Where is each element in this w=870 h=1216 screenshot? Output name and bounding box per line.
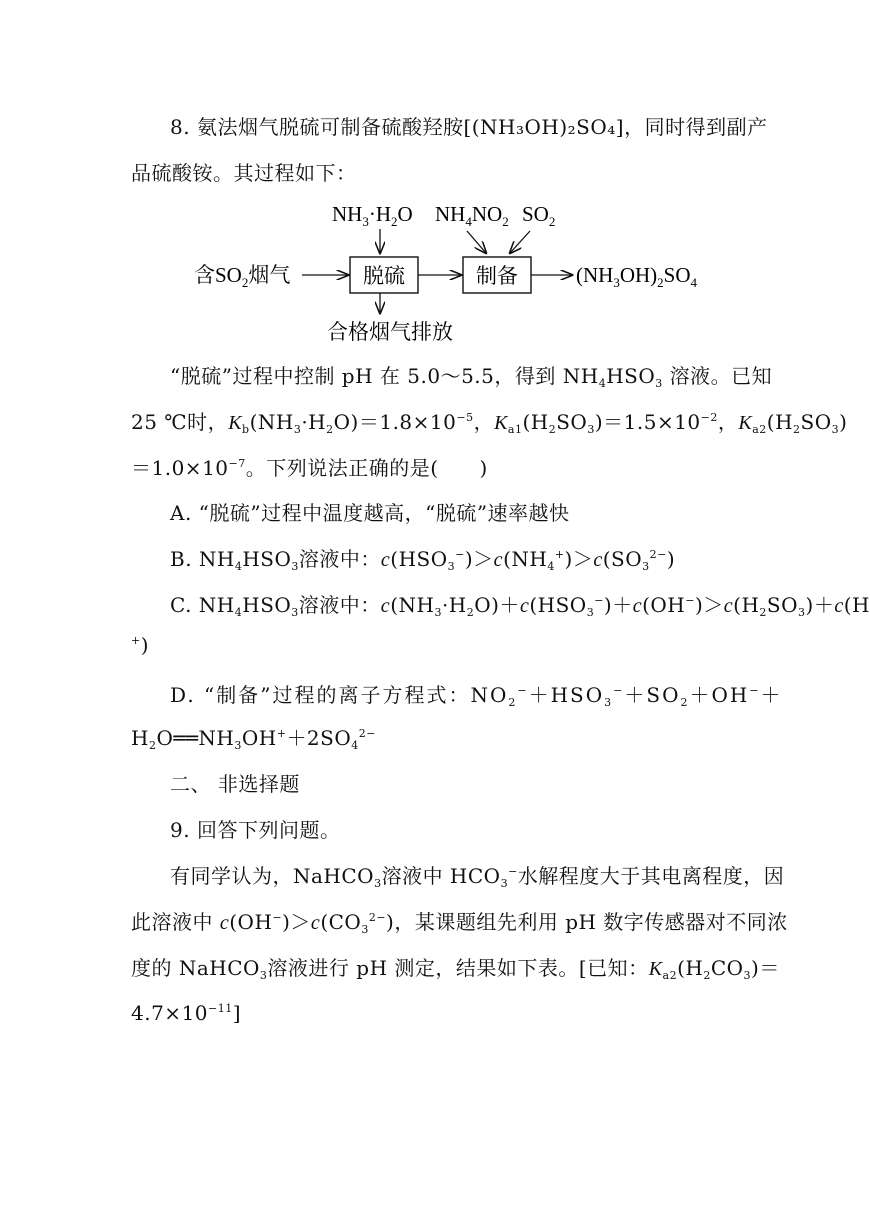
q9-para-line3: 度的 NaHCO$_3$溶液进行 pH 测定，结果如下表。[已知：$K_{a2}(H_2CO_3)=$ [131, 956, 780, 982]
q8-para1-line2: 25 ℃时，$K_b(NH_3\cdot H_2O)=1.8\times 10^{-5}$，$K_{a1}(H_2SO_3)=1.5\times 10^{-2}$，$K_{a2}(H_2SO_3)$ [131, 410, 848, 436]
q8-option-b: B. $NH_4HSO_3$溶液中：$c(HSO_3^-)>c(NH_4^+)>c(SO_3^{2-})$ [170, 547, 676, 573]
process-flow-diagram [190, 195, 720, 350]
q9-para-line2: 此溶液中 $c(OH^-)>c(CO_3^{2-})$，某课题组先利用 pH 数字传感器对不同浓 [131, 910, 788, 936]
section-heading: 二、 非选择题 [170, 772, 300, 796]
box2-label: 制备 [476, 264, 518, 288]
q8-option-a: A. “脱硫”过程中温度越高，“脱硫”速率越快 [170, 501, 570, 525]
bottom-output: 合格烟气排放 [327, 320, 453, 344]
reagent-so2: $SO_2$ [522, 202, 556, 229]
q8-line1: 8. 氨法烟气脱硫可制备硫酸羟胺[(NH₃OH)₂SO₄]，同时得到副产 [170, 115, 768, 139]
input-flue-gas: 含$SO_2$烟气 [194, 263, 291, 290]
q8-line2: 品硫酸铵。其过程如下： [131, 161, 357, 185]
q9-para-line4: $4.7\times 10^{-11}$] [131, 1001, 242, 1025]
q8-option-d-line1: D. “制备”过程的离子方程式：$NO_2^-+HSO_3^-+SO_2+OH^-+$ [170, 683, 783, 709]
product-output: $(NH_3OH)_2SO_4$ [576, 263, 698, 290]
reagent-ammonia: $NH_3\cdot H_2O$ [332, 202, 413, 229]
q9-line1: 9. 回答下列问题。 [170, 818, 341, 842]
q9-para-line1: 有同学认为，NaHCO$_3$溶液中 $HCO_3^-$水解程度大于其电离程度，因 [170, 864, 785, 890]
q8-option-c-line2: +) [131, 633, 150, 657]
box1-label: 脱硫 [363, 264, 405, 288]
q8-option-c-line1: C. $NH_4HSO_3$溶液中：$c(NH_3\cdot H_2O)+c(HSO_3^-)+c(OH^-)>c(H_2SO_3)+c(H$ [170, 593, 870, 619]
q8-option-d-line2: $H_2O══NH_3OH^++2SO_4^{2-}$ [131, 726, 376, 752]
q8-para1-line1: “脱硫”过程中控制 pH 在 5.0～5.5，得到 $NH_4HSO_3$ 溶液。已知 [170, 364, 773, 390]
reagent-nh4no2: $NH_4NO_2$ [435, 202, 509, 229]
q8-para1-line3: $=1.0\times 10^{-7}$。下列说法正确的是( ) [131, 456, 488, 480]
